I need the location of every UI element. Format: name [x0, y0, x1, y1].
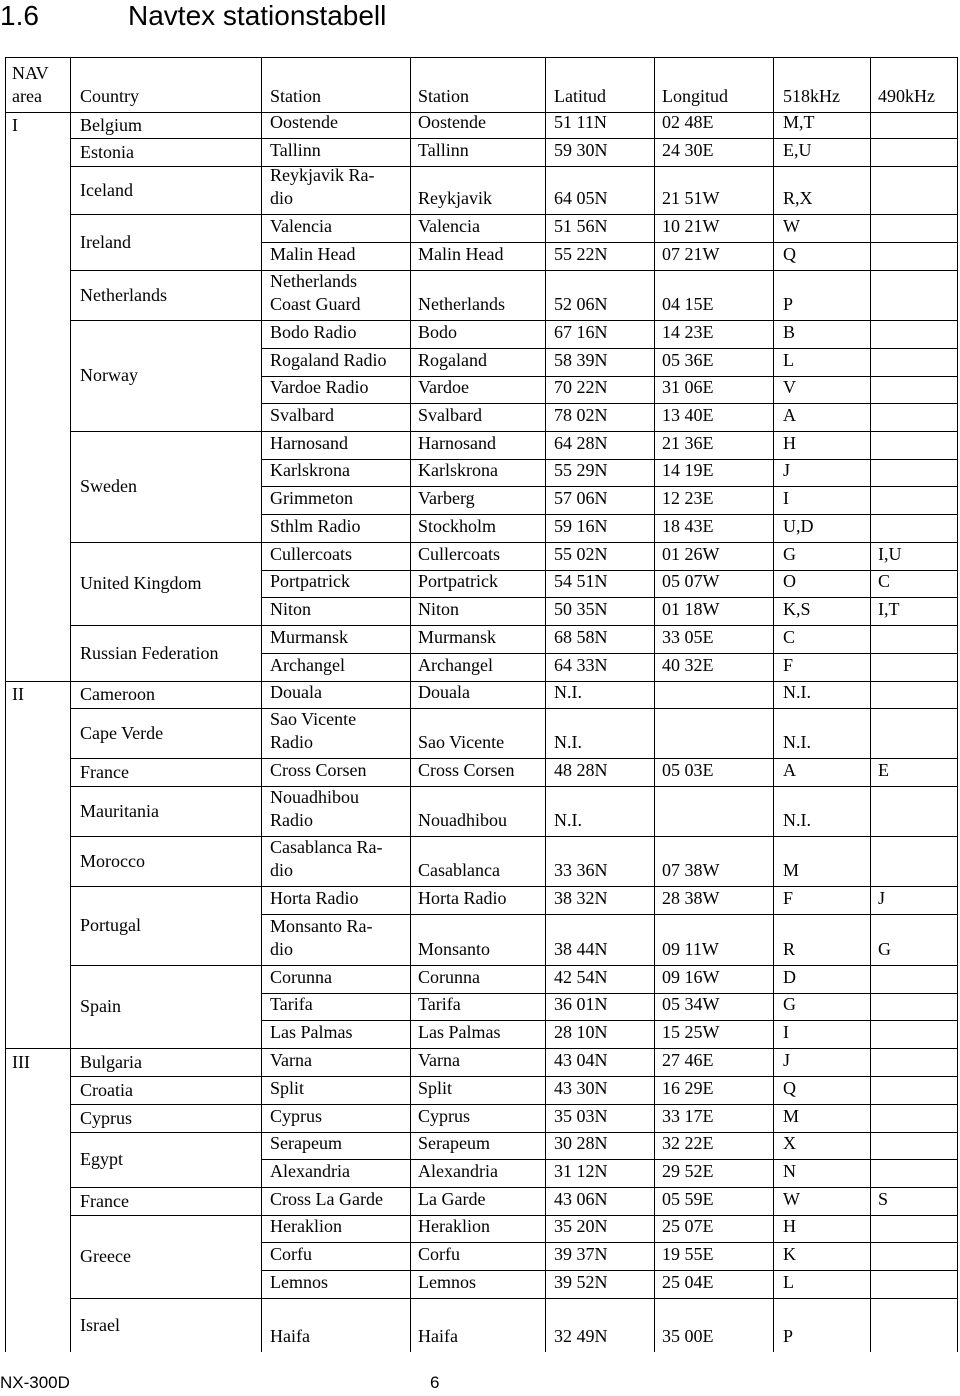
station-name: Rogaland Radio [270, 350, 387, 370]
longitude: 33 05E [662, 627, 714, 647]
freq-518khz: U,D [783, 516, 814, 536]
country: Norway [80, 365, 138, 385]
footer-page-number: 6 [430, 1373, 440, 1392]
station-name: Radio [270, 810, 313, 830]
station-name: Casablanca Ra- [270, 837, 383, 857]
station-name: Corunna [270, 967, 332, 987]
latitude: 57 06N [554, 488, 608, 508]
station-location: Karlskrona [418, 460, 498, 480]
station-location: Niton [418, 599, 460, 619]
country: Greece [80, 1246, 131, 1266]
latitude: 51 11N [554, 112, 607, 132]
station-location: Sao Vicente [418, 732, 505, 752]
station-name: Horta Radio [270, 888, 359, 908]
longitude: 05 07W [662, 571, 720, 591]
station-name: Archangel [270, 655, 345, 675]
country: Belgium [80, 115, 142, 135]
freq-490khz: E [878, 760, 889, 780]
station-location: La Garde [418, 1189, 486, 1209]
latitude: 58 39N [554, 350, 608, 370]
longitude: 25 07E [662, 1216, 714, 1236]
freq-518khz: L [783, 1272, 794, 1292]
nav-area: II [12, 684, 24, 704]
freq-490khz: J [878, 888, 886, 908]
header-nav-area: NAV [12, 63, 49, 83]
country: Cyprus [80, 1108, 133, 1128]
longitude: 07 21W [662, 244, 720, 264]
freq-518khz: M [783, 1106, 800, 1126]
station-location: Tarifa [418, 994, 461, 1014]
station-name: dio [270, 939, 294, 959]
longitude: 24 30E [662, 140, 714, 160]
freq-518khz: G [783, 994, 796, 1014]
station-location: Varna [418, 1050, 460, 1070]
header-490khz: 490kHz [878, 86, 935, 106]
station-name: Heraklion [270, 1216, 342, 1236]
footer-model: NX-300D [0, 1373, 70, 1392]
latitude: 31 12N [554, 1161, 608, 1181]
station-name: Portpatrick [270, 571, 350, 591]
station-location: Cullercoats [418, 544, 500, 564]
freq-490khz: C [878, 571, 891, 591]
latitude: 78 02N [554, 405, 608, 425]
header-longitude: Longitud [662, 86, 728, 106]
country: Israel [80, 1315, 120, 1335]
latitude: 67 16N [554, 322, 608, 342]
station-name: Niton [270, 599, 312, 619]
longitude: 05 03E [662, 760, 714, 780]
longitude: 27 46E [662, 1050, 714, 1070]
country: Mauritania [80, 801, 159, 821]
latitude: 35 03N [554, 1106, 608, 1126]
section-title: Navtex stationstabell [128, 0, 387, 31]
freq-518khz: R [783, 939, 796, 959]
country: Croatia [80, 1080, 133, 1100]
station-name: Monsanto Ra- [270, 916, 373, 936]
freq-518khz: C [783, 627, 796, 647]
country: France [80, 1191, 129, 1211]
country: Morocco [80, 851, 145, 871]
longitude: 18 43E [662, 516, 714, 536]
station-name: Haifa [270, 1326, 310, 1346]
longitude: 31 06E [662, 377, 714, 397]
station-location: Cyprus [418, 1106, 471, 1126]
station-name: Grimmeton [270, 488, 353, 508]
station-name: Split [270, 1078, 305, 1098]
station-name: Bodo Radio [270, 322, 357, 342]
freq-518khz: X [783, 1133, 796, 1153]
freq-518khz: Q [783, 244, 796, 264]
station-location: Reykjavik [418, 188, 492, 208]
station-location: Lemnos [418, 1272, 476, 1292]
station-location: Haifa [418, 1326, 458, 1346]
longitude: 15 25W [662, 1022, 720, 1042]
country: Cameroon [80, 684, 155, 704]
country: Egypt [80, 1149, 123, 1169]
station-location: Heraklion [418, 1216, 490, 1236]
latitude: 48 28N [554, 760, 608, 780]
station-location: Nouadhibou [418, 810, 507, 830]
longitude: 05 59E [662, 1189, 714, 1209]
station-location: Tallinn [418, 140, 469, 160]
country: Portugal [80, 915, 141, 935]
freq-518khz: I [783, 488, 789, 508]
longitude: 07 38W [662, 860, 720, 880]
station-name: Coast Guard [270, 294, 361, 314]
station-name: Cross La Garde [270, 1189, 383, 1209]
latitude: 54 51N [554, 571, 608, 591]
longitude: 12 23E [662, 488, 714, 508]
station-name: Oostende [270, 112, 338, 132]
latitude: 43 06N [554, 1189, 608, 1209]
latitude: 51 56N [554, 216, 608, 236]
country: France [80, 762, 129, 782]
station-name: Cyprus [270, 1106, 323, 1126]
latitude: 28 10N [554, 1022, 608, 1042]
station-location: Las Palmas [418, 1022, 501, 1042]
station-name: Tallinn [270, 140, 321, 160]
longitude: 33 17E [662, 1106, 714, 1126]
station-name: Lemnos [270, 1272, 328, 1292]
longitude: 32 22E [662, 1133, 714, 1153]
station-name: Serapeum [270, 1133, 342, 1153]
freq-518khz: P [783, 294, 794, 314]
latitude: 30 28N [554, 1133, 608, 1153]
longitude: 28 38W [662, 888, 720, 908]
freq-518khz: I [783, 1022, 789, 1042]
country: Russian Federation [80, 643, 219, 663]
section-number: 1.6 [0, 0, 39, 31]
country: United Kingdom [80, 573, 202, 593]
country: Spain [80, 996, 122, 1016]
longitude: 05 34W [662, 994, 720, 1014]
station-location: Harnosand [418, 433, 496, 453]
longitude: 10 21W [662, 216, 720, 236]
latitude: 55 22N [554, 244, 608, 264]
header-518khz: 518kHz [783, 86, 840, 106]
freq-518khz: K,S [783, 599, 811, 619]
longitude: 09 16W [662, 967, 720, 987]
freq-518khz: Q [783, 1078, 796, 1098]
station-location: Portpatrick [418, 571, 498, 591]
station-name: Sthlm Radio [270, 516, 361, 536]
longitude: 21 36E [662, 433, 714, 453]
station-name: Vardoe Radio [270, 377, 369, 397]
station-name: Netherlands [270, 271, 357, 291]
country: Bulgaria [80, 1052, 142, 1072]
country: Cape Verde [80, 723, 164, 743]
latitude: 64 28N [554, 433, 608, 453]
freq-518khz: P [783, 1326, 794, 1346]
freq-518khz: B [783, 322, 796, 342]
longitude: 01 26W [662, 544, 720, 564]
station-name: Karlskrona [270, 460, 350, 480]
longitude: 01 18W [662, 599, 720, 619]
station-location: Netherlands [418, 294, 505, 314]
nav-area: III [12, 1052, 30, 1072]
freq-518khz: J [783, 1050, 791, 1070]
freq-518khz: F [783, 655, 794, 675]
latitude: 35 20N [554, 1216, 608, 1236]
country: Estonia [80, 142, 134, 162]
freq-490khz: S [878, 1189, 889, 1209]
station-name: dio [270, 188, 294, 208]
station-location: Alexandria [418, 1161, 498, 1181]
station-name: Tarifa [270, 994, 313, 1014]
country: Iceland [80, 180, 133, 200]
latitude: 52 06N [554, 294, 608, 314]
header-country: Country [80, 86, 140, 106]
longitude: 02 48E [662, 112, 714, 132]
station-name: Corfu [270, 1244, 312, 1264]
header-nav-area: area [12, 86, 42, 106]
country: Sweden [80, 476, 137, 496]
header-station: Station [270, 86, 322, 106]
freq-518khz: A [783, 405, 796, 425]
station-location: Split [418, 1078, 453, 1098]
freq-518khz: E,U [783, 140, 812, 160]
freq-518khz: N.I. [783, 810, 811, 830]
station-name: Nouadhibou [270, 787, 359, 807]
station-location: Corunna [418, 967, 480, 987]
longitude: 05 36E [662, 350, 714, 370]
station-name: Cullercoats [270, 544, 352, 564]
station-name: Murmansk [270, 627, 348, 647]
longitude: 35 00E [662, 1326, 714, 1346]
page-title [0, 0, 386, 36]
station-location: Serapeum [418, 1133, 490, 1153]
latitude: 70 22N [554, 377, 608, 397]
station-name: Radio [270, 732, 313, 752]
latitude: 36 01N [554, 994, 608, 1014]
latitude: 38 44N [554, 939, 608, 959]
freq-518khz: D [783, 967, 796, 987]
freq-518khz: N [783, 1161, 796, 1181]
station-location: Cross Corsen [418, 760, 515, 780]
freq-518khz: H [783, 433, 796, 453]
latitude: 33 36N [554, 860, 608, 880]
freq-518khz: J [783, 460, 791, 480]
station-location: Valencia [418, 216, 480, 236]
station-name: Las Palmas [270, 1022, 353, 1042]
station-name: Douala [270, 682, 322, 702]
station-name: Harnosand [270, 433, 348, 453]
longitude: 21 51W [662, 188, 720, 208]
freq-518khz: H [783, 1216, 796, 1236]
station-location: Casablanca [418, 860, 500, 880]
header-latitude: Latitud [554, 86, 606, 106]
latitude: 43 30N [554, 1078, 608, 1098]
station-location: Oostende [418, 112, 486, 132]
longitude: 13 40E [662, 405, 714, 425]
station-location: Rogaland [418, 350, 487, 370]
station-location: Corfu [418, 1244, 460, 1264]
station-name: Varna [270, 1050, 312, 1070]
country: Netherlands [80, 285, 167, 305]
latitude: 50 35N [554, 599, 608, 619]
station-name: Svalbard [270, 405, 334, 425]
freq-490khz: G [878, 939, 891, 959]
freq-518khz: W [783, 1189, 800, 1209]
station-location: Vardoe [418, 377, 469, 397]
longitude: 19 55E [662, 1244, 714, 1264]
freq-490khz: I,T [878, 599, 900, 619]
freq-518khz: A [783, 760, 796, 780]
longitude: 29 52E [662, 1161, 714, 1181]
station-location: Stockholm [418, 516, 497, 536]
longitude: 14 23E [662, 322, 714, 342]
station-name: Valencia [270, 216, 332, 236]
latitude: 59 16N [554, 516, 608, 536]
freq-518khz: O [783, 571, 796, 591]
longitude: 04 15E [662, 294, 714, 314]
country: Ireland [80, 232, 131, 252]
latitude: 55 29N [554, 460, 608, 480]
latitude: 59 30N [554, 140, 608, 160]
longitude: 14 19E [662, 460, 714, 480]
station-location: Archangel [418, 655, 493, 675]
station-location: Murmansk [418, 627, 496, 647]
latitude: 68 58N [554, 627, 608, 647]
station-name: Malin Head [270, 244, 356, 264]
station-name: Alexandria [270, 1161, 350, 1181]
freq-518khz: W [783, 216, 800, 236]
station-name: Reykjavik Ra- [270, 165, 375, 185]
freq-518khz: N.I. [783, 732, 811, 752]
station-location: Monsanto [418, 939, 490, 959]
freq-518khz: N.I. [783, 682, 811, 702]
longitude: 16 29E [662, 1078, 714, 1098]
longitude: 40 32E [662, 655, 714, 675]
station-location: Varberg [418, 488, 475, 508]
freq-518khz: M [783, 860, 800, 880]
station-location: Svalbard [418, 405, 482, 425]
latitude: 32 49N [554, 1326, 608, 1346]
freq-518khz: F [783, 888, 794, 908]
station-location: Douala [418, 682, 470, 702]
latitude: N.I. [554, 682, 582, 702]
nav-area: I [12, 115, 18, 135]
freq-518khz: K [783, 1244, 796, 1264]
freq-518khz: M,T [783, 112, 815, 132]
freq-518khz: V [783, 377, 796, 397]
latitude: 39 37N [554, 1244, 608, 1264]
latitude: 42 54N [554, 967, 608, 987]
latitude: 39 52N [554, 1272, 608, 1292]
latitude: 55 02N [554, 544, 608, 564]
latitude: 43 04N [554, 1050, 608, 1070]
station-name: Sao Vicente [270, 709, 357, 729]
latitude: 64 05N [554, 188, 608, 208]
freq-518khz: R,X [783, 188, 813, 208]
station-location: Horta Radio [418, 888, 507, 908]
latitude: N.I. [554, 732, 582, 752]
latitude: N.I. [554, 810, 582, 830]
longitude: 25 04E [662, 1272, 714, 1292]
freq-518khz: L [783, 350, 794, 370]
station-name: dio [270, 860, 294, 880]
latitude: 64 33N [554, 655, 608, 675]
station-location: Bodo [418, 322, 458, 342]
station-name: Cross Corsen [270, 760, 367, 780]
longitude: 09 11W [662, 939, 719, 959]
latitude: 38 32N [554, 888, 608, 908]
freq-490khz: I,U [878, 544, 902, 564]
freq-518khz: G [783, 544, 796, 564]
header-station-location: Station [418, 86, 470, 106]
station-location: Malin Head [418, 244, 504, 264]
